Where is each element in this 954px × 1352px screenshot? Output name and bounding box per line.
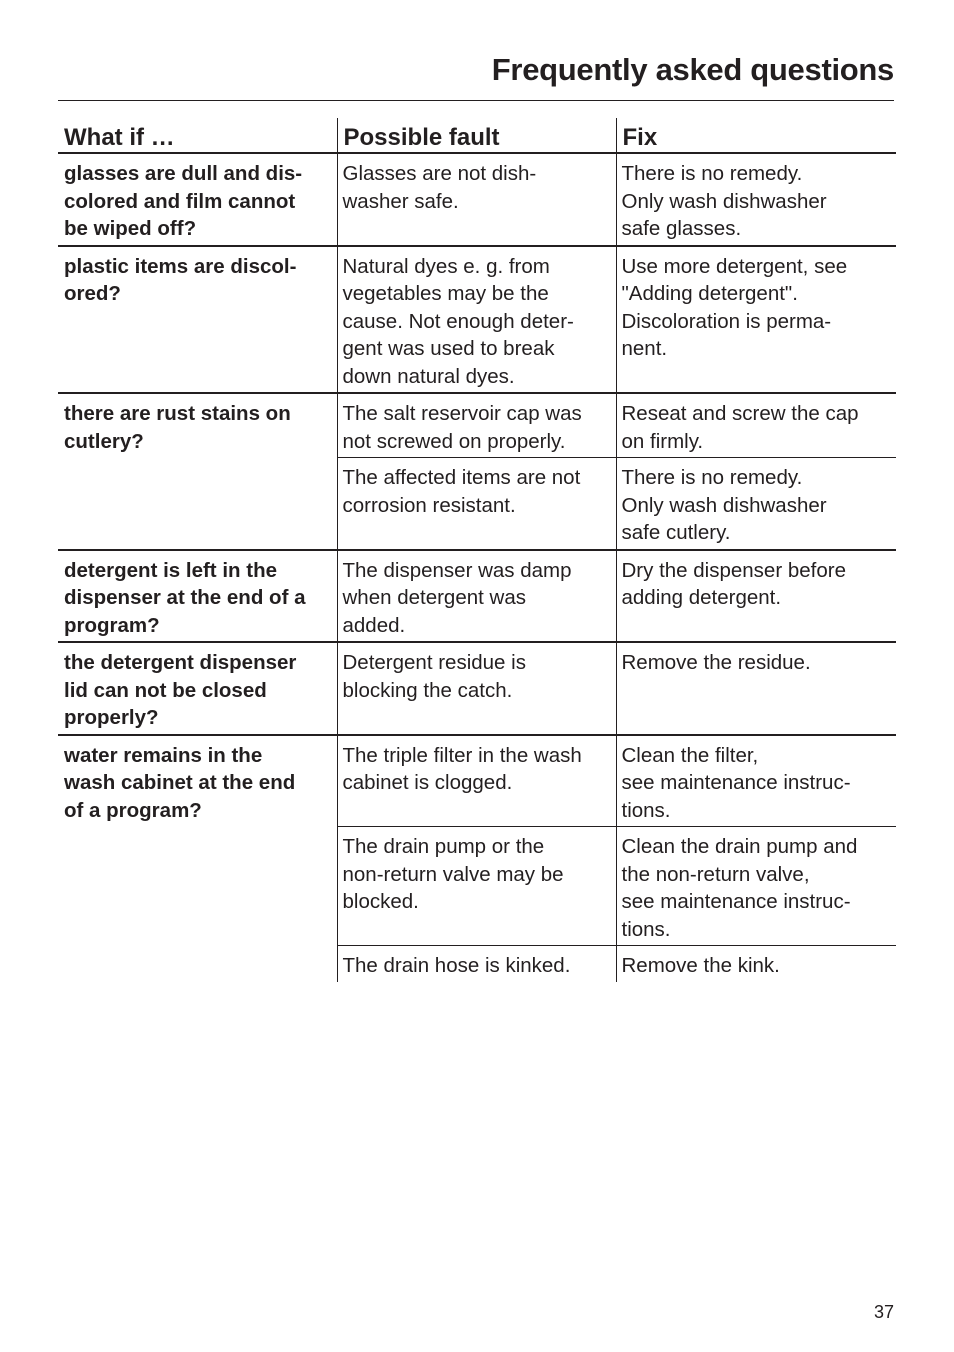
fault-cell: The affected items are not corrosion resistant.: [337, 458, 616, 550]
fix-cell: Dry the dispenser before adding detergent.: [616, 550, 896, 643]
fault-cell: The drain pump or the non-return valve may be blocked.: [337, 827, 616, 946]
fix-cell: Remove the residue.: [616, 642, 896, 735]
fault-cell: The drain hose is kinked.: [337, 946, 616, 982]
column-header-fix: Fix: [616, 118, 896, 153]
fix-cell: Reseat and screw the cap on firmly.: [616, 393, 896, 458]
question-cell: the detergent dispenser lid can not be closed properly?: [58, 642, 337, 735]
fix-cell: Clean the drain pump and the non-return valve, see maintenance instruc- tions.: [616, 827, 896, 946]
faq-table: [58, 118, 896, 982]
fault-cell: Detergent residue is blocking the catch.: [337, 642, 616, 735]
fix-cell: Clean the filter, see maintenance instruc- tions.: [616, 735, 896, 827]
table-header-row: [58, 118, 896, 153]
column-header-possible-fault: Possible fault: [337, 118, 616, 153]
table-row: [58, 550, 896, 643]
question-cell: there are rust stains on cutlery?: [58, 393, 337, 550]
table-row: [58, 153, 896, 246]
table-row: [58, 735, 896, 827]
fault-cell: The triple filter in the wash cabinet is clogged.: [337, 735, 616, 827]
title-divider: [58, 100, 894, 101]
column-header-what-if: What if …: [58, 118, 337, 153]
question-cell: detergent is left in the dispenser at the end of a program?: [58, 550, 337, 643]
question-cell: plastic items are discol- ored?: [58, 246, 337, 394]
fix-cell: Use more detergent, see "Adding detergent". Discoloration is perma- nent.: [616, 246, 896, 394]
fix-cell: There is no remedy. Only wash dishwasher safe cutlery.: [616, 458, 896, 550]
table-row: [58, 642, 896, 735]
fault-cell: Natural dyes e. g. from vegetables may be the cause. Not enough deter- gent was used to break down natural dyes.: [337, 246, 616, 394]
fix-cell: There is no remedy. Only wash dishwasher safe glasses.: [616, 153, 896, 246]
fault-cell: The salt reservoir cap was not screwed on properly.: [337, 393, 616, 458]
page-title: Frequently asked questions: [491, 52, 894, 87]
page-number: 37: [873, 1302, 894, 1322]
fault-cell: The dispenser was damp when detergent was added.: [337, 550, 616, 643]
question-cell: glasses are dull and dis- colored and film cannot be wiped off?: [58, 153, 337, 246]
fault-cell: Glasses are not dish- washer safe.: [337, 153, 616, 246]
table-row: [58, 393, 896, 458]
fix-cell: Remove the kink.: [616, 946, 896, 982]
question-cell: water remains in the wash cabinet at the end of a program?: [64, 743, 296, 822]
table-row: [58, 246, 896, 394]
